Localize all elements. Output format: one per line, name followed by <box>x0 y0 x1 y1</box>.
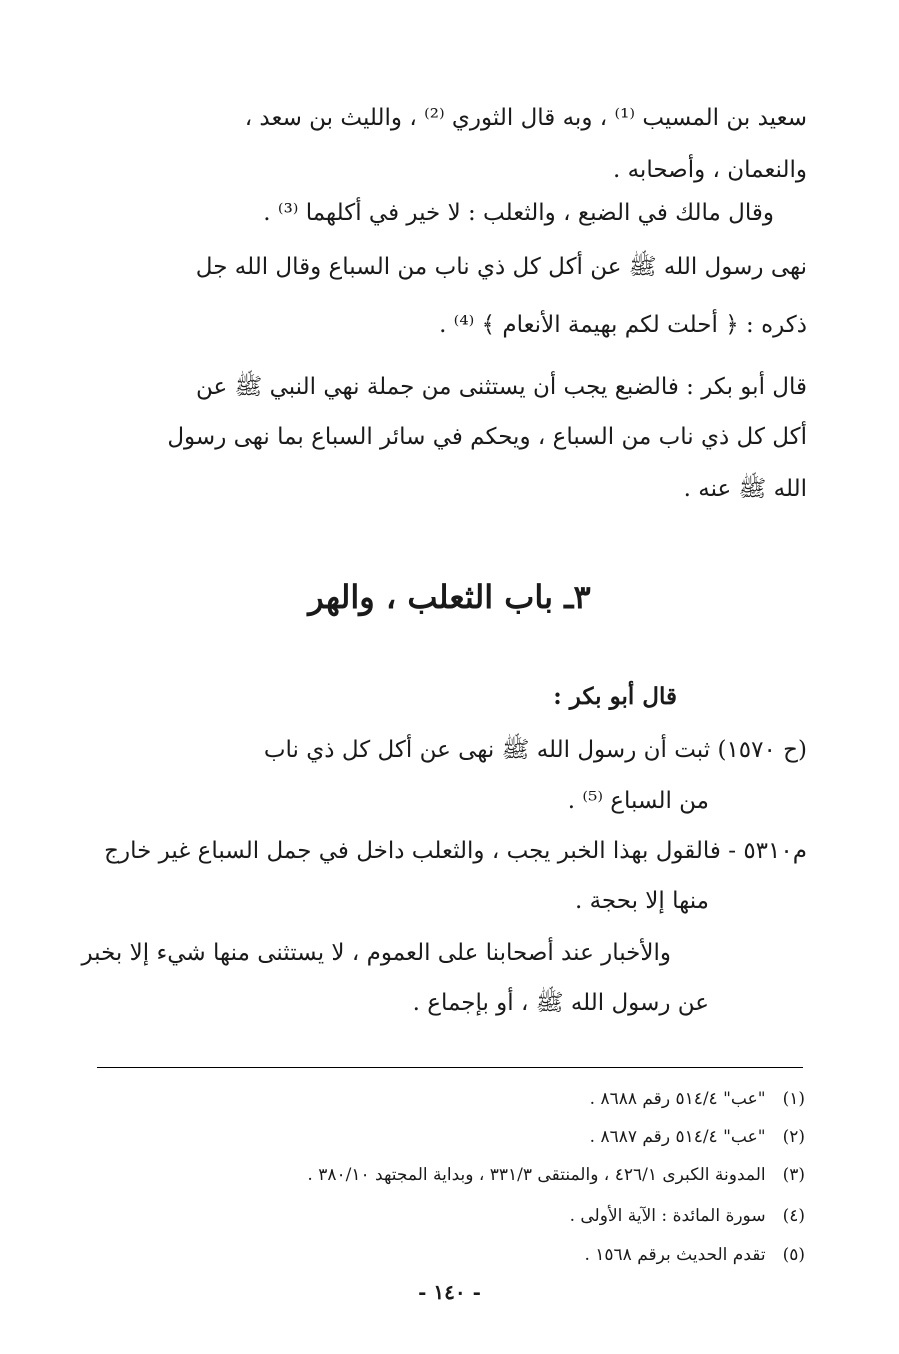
paragraph-line: سعيد بن المسيب ⁽¹⁾ ، وبه قال الثوري ⁽²⁾ ، والليث بن سعد ، <box>244 105 807 131</box>
paragraph-line: الله ﷺ عنه . <box>683 476 807 502</box>
paragraph-line: قال أبو بكر : فالضبع يجب أن يستثنى من جملة نهي النبي ﷺ عن <box>195 374 807 400</box>
footnote-text: تقدم الحديث برقم ١٥٦٨ . <box>584 1245 766 1265</box>
footnote-divider <box>97 1067 803 1068</box>
footnote <box>307 1162 805 1188</box>
paragraph-line: وقال مالك في الضبع ، والثعلب : لا خير في أكلهما ⁽³⁾ . <box>263 200 774 226</box>
paragraph-line: نهى رسول الله ﷺ عن أكل كل ذي ناب من السباع وقال الله جل <box>195 254 807 280</box>
hadith-line: من السباع ⁽⁵⁾ . <box>567 788 709 814</box>
footnote <box>590 1086 805 1112</box>
footnote <box>584 1242 805 1268</box>
footnote <box>590 1124 805 1150</box>
footnote-text: المدونة الكبرى ٤٢٦/١ ، والمنتقى ٣٣١/٣ ، وبداية المجتهد ٣٨٠/١٠ . <box>307 1165 766 1185</box>
chapter-heading: ٣ـ باب الثعلب ، والهر <box>308 578 591 616</box>
footnote-number: (٥) <box>782 1245 805 1265</box>
footnote-text: "عب" ٥١٤/٤ رقم ٨٦٨٧ . <box>589 1127 766 1147</box>
paragraph-line: والنعمان ، وأصحابه . <box>612 157 807 183</box>
page-number: - ١٤٠ - <box>418 1280 481 1304</box>
section-intro: قال أبو بكر : <box>553 683 677 710</box>
paragraph-line: أكل كل ذي ناب من السباع ، ويحكم في سائر السباع بما نهى رسول <box>167 424 807 450</box>
footnote-number: (٢) <box>782 1127 805 1147</box>
footnote-number: (٣) <box>782 1165 805 1185</box>
hadith-line: (ح ١٥٧٠) ثبت أن رسول الله ﷺ نهى عن أكل كل ذي ناب <box>263 737 807 763</box>
footnote-number: (٤) <box>782 1206 805 1226</box>
footnote-number: (١) <box>782 1089 805 1109</box>
paragraph-line: عن رسول الله ﷺ ، أو بإجماع . <box>412 990 709 1016</box>
footnote <box>570 1203 805 1229</box>
footnote-text: سورة المائدة : الآية الأولى . <box>569 1206 766 1226</box>
footnote-text: "عب" ٥١٤/٤ رقم ٨٦٨٨ . <box>589 1089 766 1109</box>
masala-line: منها إلا بحجة . <box>574 888 709 914</box>
paragraph-line: ذكره : ﴿ أحلت لكم بهيمة الأنعام ﴾ ⁽⁴⁾ . <box>439 312 807 338</box>
masala-line: م٥٣١٠ - فالقول بهذا الخبر يجب ، والثعلب داخل في جمل السباع غير خارج <box>104 838 807 864</box>
paragraph-line: والأخبار عند أصحابنا على العموم ، لا يستثنى منها شيء إلا بخبر <box>81 940 671 966</box>
